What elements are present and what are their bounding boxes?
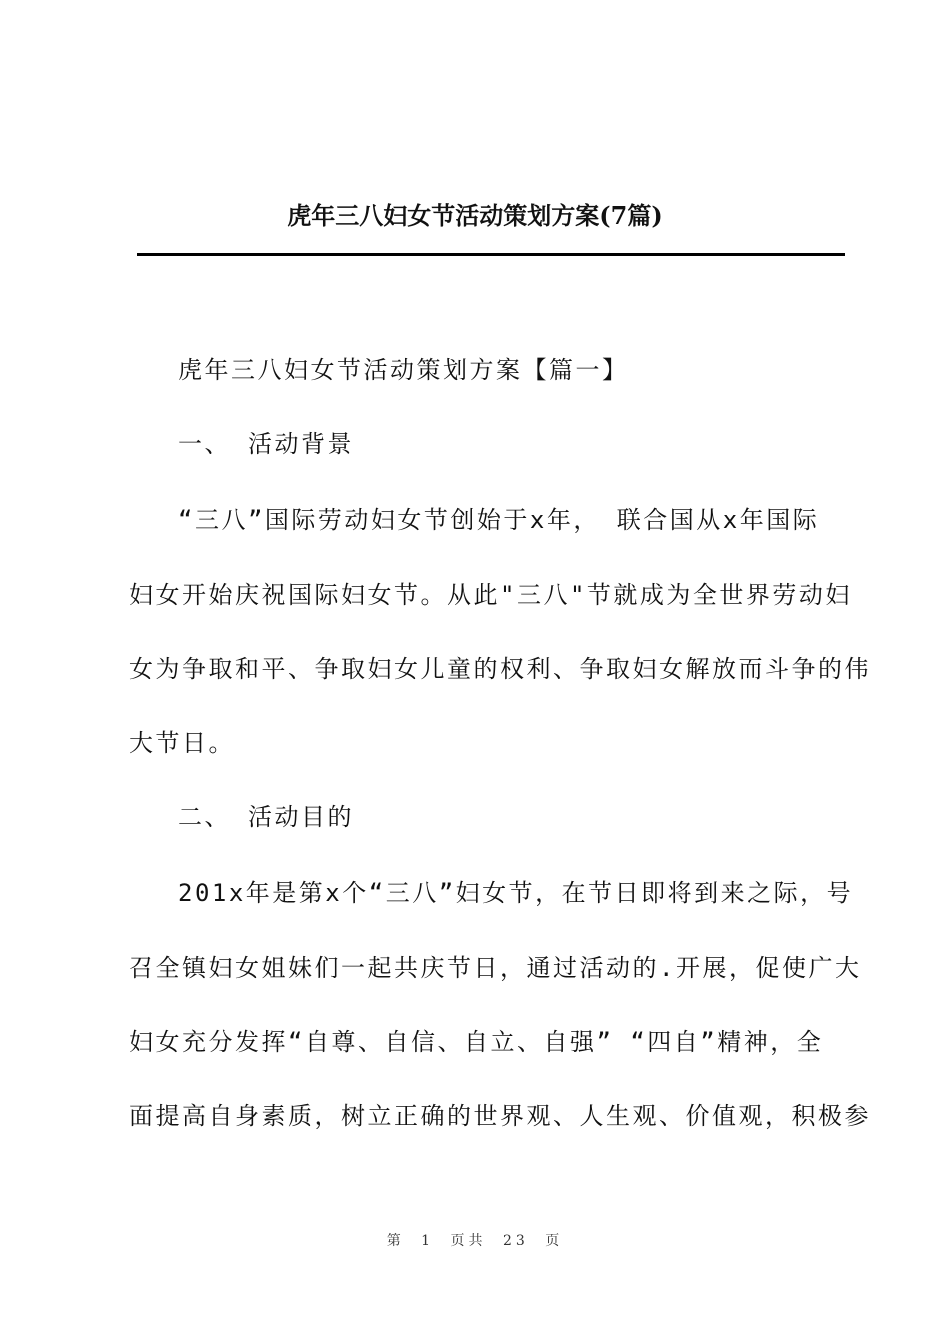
section-heading-part-one: 虎年三八妇女节活动策划方案【篇一】: [178, 356, 629, 384]
paragraph-line: 召全镇妇女姐妹们一起共庆节日，通过活动的.开展，促使广大: [129, 954, 862, 982]
title-divider: [137, 253, 845, 256]
paragraph-line: 201x年是第x个“三八”妇女节，在节日即将到来之际，号: [178, 879, 854, 907]
paragraph-line: “三八”国际劳动妇女节创始于x年， 联合国从x年国际: [178, 506, 820, 534]
paragraph-line: 妇女开始庆祝国际妇女节。从此"三八"节就成为全世界劳动妇: [129, 581, 852, 609]
paragraph-line: 女为争取和平、争取妇女儿童的权利、争取妇女解放而斗争的伟: [129, 655, 871, 683]
paragraph-line: 面提高自身素质，树立正确的世界观、人生观、价值观，积极参: [129, 1102, 871, 1130]
subheading-purpose: 二、 活动目的: [178, 803, 354, 831]
page-number-footer: 第 1 页共 23 页: [386, 1233, 564, 1249]
paragraph-line: 大节日。: [129, 729, 235, 757]
paragraph-line: 妇女充分发挥“自尊、自信、自立、自强” “四自”精神，全: [129, 1028, 824, 1056]
document-title: 虎年三八妇女节活动策划方案(7篇): [287, 201, 663, 230]
subheading-background: 一、 活动背景: [178, 430, 354, 458]
